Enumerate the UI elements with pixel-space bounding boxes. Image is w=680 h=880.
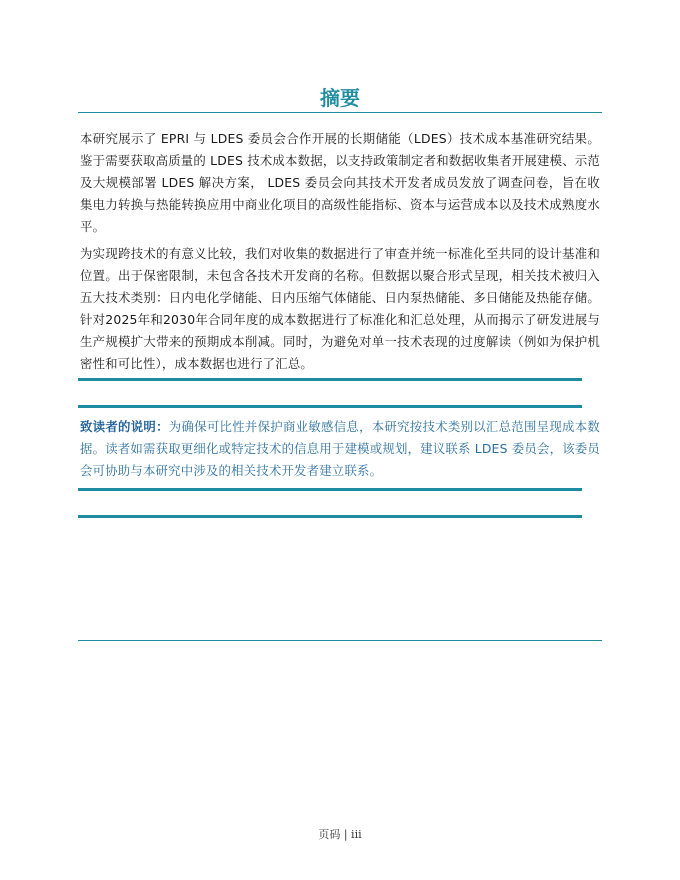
body-paragraph-2: 为实现跨技术的有意义比较，我们对收集的数据进行了审查并统一标准化至共同的设计基准和位置。出于保密限制，未包含各技术开发商的名称。但数据以聚合形式呈现，相关技术被归入五大技术类别：日内电化学储能、日内压缩气体储能、日内泵热储能、多日储能及热能存储。针对2025年和2030年合同年度的成本数据进行了标准化和汇总处理，从而揭示了研发进展与生产规模扩大带来的预期成本削减。同时，为避免对单一技术表现的过度解读（例如为保护机密性和可比性），成本数据也进行了汇总。 — [80, 246, 600, 371]
reader-note — [80, 416, 600, 482]
page-footer: 页码 | iii — [318, 828, 362, 841]
section-end-divider — [78, 640, 602, 641]
note-top-divider-inner — [78, 405, 582, 408]
page-title: 摘要 — [320, 86, 360, 110]
note-bottom-divider-outer — [78, 515, 582, 518]
reader-note-label: 致读者的说明： — [80, 419, 169, 434]
note-top-divider — [78, 378, 582, 381]
reader-note-text: 为确保可比性并保护商业敏感信息，本研究按技术类别以汇总范围呈现成本数据。读者如需获取更细化或特定技术的信息用于建模或规划，建议联系 LDES 委员会，该委员会可协助与本研究中涉及的相关技术开发者建立联系。 — [80, 419, 600, 478]
body-paragraph-1: 本研究展示了 EPRI 与 LDES 委员会合作开展的长期储能（LDES）技术成本基准研究结果。鉴于需要获取高质量的 LDES 技术成本数据，以支持政策制定者和数据收集者开展建模、示范及大规模部署 LDES 解决方案， LDES 委员会向其技术开发者成员发放了调查问卷，旨在收集电力转换与热能转换应用中商业化项目的高级性能指标、资本与运营成本以及技术成熟度水平。 — [80, 131, 600, 234]
note-bottom-divider — [78, 488, 582, 491]
title-divider — [78, 112, 602, 113]
